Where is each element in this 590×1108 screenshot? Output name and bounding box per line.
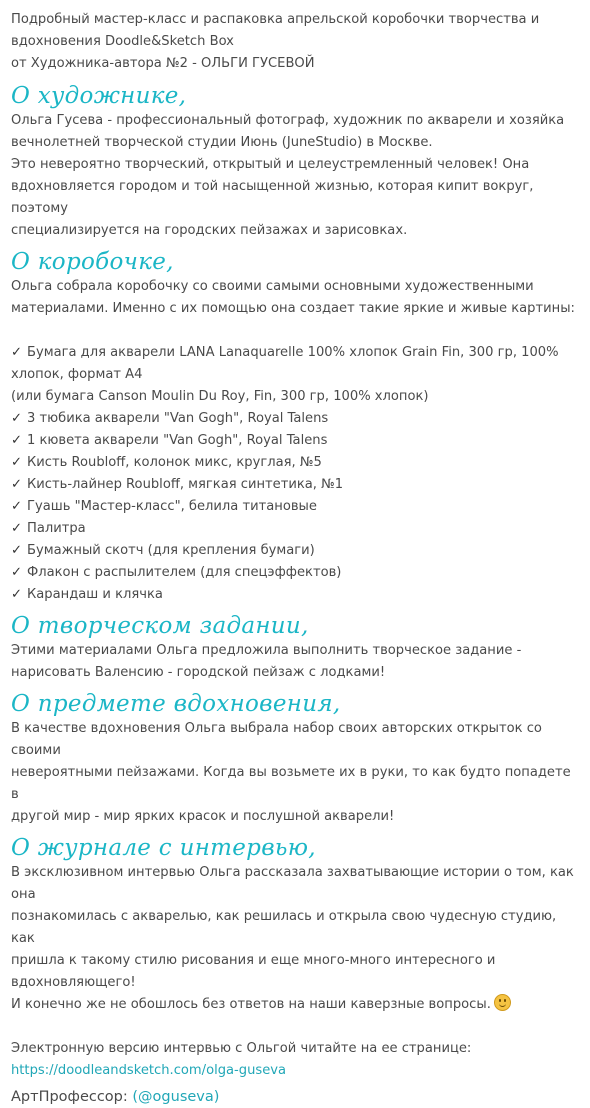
- check-icon: ✓: [11, 521, 22, 536]
- inspiration-line: другой мир - мир ярких красок и послушной акварели!: [11, 809, 395, 824]
- journal-last-text: И конечно же не обошлось без ответов на наши каверзные вопросы.: [11, 997, 491, 1012]
- journal-line: пришла к такому стилю рисования и еще много-много интересного и: [11, 953, 496, 968]
- list-item-text: Бумага для акварели LANA Lanaquarelle 100% хлопок Grain Fin, 300 гр, 100%: [26, 345, 559, 360]
- list-item-text: Кисть Roubloff, колонок микс, круглая, №5: [26, 455, 322, 470]
- check-icon: ✓: [11, 499, 22, 514]
- list-item-text: Гуашь "Мастер-класс", белила титановые: [26, 499, 317, 514]
- list-item: [11, 430, 581, 452]
- list-item-text: 3 тюбика акварели "Van Gogh", Royal Talens: [26, 411, 329, 426]
- inspiration-line: В качестве вдохновения Ольга выбрала набор своих авторских открыток со своими: [11, 721, 542, 758]
- intro-line: Подробный мастер-класс и распаковка апрельской коробочки творчества и: [11, 12, 540, 27]
- list-item-cont: (или бумага Canson Moulin Du Roy, Fin, 300 гр, 100% хлопок): [11, 389, 429, 404]
- inspiration-section: [11, 690, 581, 828]
- list-item-text: Флакон с распылителем (для спецэффектов): [26, 565, 342, 580]
- list-item: [11, 584, 581, 606]
- list-item-text: Карандаш и клячка: [26, 587, 163, 602]
- spacer: [11, 320, 581, 342]
- check-icon: ✓: [11, 565, 22, 580]
- list-item: [11, 408, 581, 430]
- list-item-text: Бумажный скотч (для крепления бумаги): [26, 543, 315, 558]
- check-icon: ✓: [11, 433, 22, 448]
- journal-line: познакомилась с акварелью, как решилась и открыла свою чудесную студию, как: [11, 909, 557, 946]
- task-heading: О творческом задании,: [11, 613, 309, 639]
- check-icon: ✓: [11, 411, 22, 426]
- journal-line: вдохновляющего!: [11, 975, 136, 990]
- check-icon: ✓: [11, 543, 22, 558]
- list-item: [11, 496, 581, 518]
- task-line: нарисовать Валенсию - городской пейзаж с лодками!: [11, 665, 386, 680]
- list-item: [11, 562, 581, 584]
- journal-line: [11, 994, 581, 1016]
- journal-line: В эксклюзивном интервью Ольга рассказала захватывающие истории о том, как она: [11, 865, 574, 902]
- journal-section: [11, 834, 581, 1108]
- check-icon: ✓: [11, 477, 22, 492]
- box-line: материалами. Именно с их помощью она создает такие яркие и живые картины:: [11, 301, 575, 316]
- inspiration-heading: О предмете вдохновения,: [11, 691, 341, 717]
- list-item: [11, 518, 581, 540]
- online-version-text: Электронную версию интервью с Ольгой читайте на ее странице:: [11, 1041, 472, 1056]
- artist-line: вдохновляется городом и той насыщенной жизнью, которая кипит вокруг, поэтому: [11, 179, 534, 216]
- artist-line: специализируется на городских пейзажах и зарисовках.: [11, 223, 408, 238]
- box-line: Ольга собрала коробочку со своими самыми основными художественными: [11, 279, 534, 294]
- spacer: [11, 1016, 581, 1038]
- art-professor-label: АртПрофессор:: [11, 1089, 133, 1105]
- list-item: [11, 474, 581, 496]
- link-line: [11, 1060, 581, 1082]
- smile-emoji-icon: [494, 994, 511, 1011]
- artist-line: вечнолетней творческой студии Июнь (JuneStudio) в Москве.: [11, 135, 433, 150]
- art-professor-handle-link[interactable]: (@oguseva): [132, 1089, 220, 1105]
- intro-block: [11, 9, 581, 75]
- art-professor-line: [11, 1086, 581, 1108]
- list-item-text: 1 кювета акварели "Van Gogh", Royal Talens: [26, 433, 328, 448]
- intro-line: от Художника-автора №2 - ОЛЬГИ ГУСЕВОЙ: [11, 56, 315, 71]
- check-icon: ✓: [11, 455, 22, 470]
- artist-section: [11, 82, 581, 242]
- list-item-text: Палитра: [26, 521, 86, 536]
- list-item-text: Кисть-лайнер Roubloff, мягкая синтетика, №1: [26, 477, 344, 492]
- task-section: [11, 612, 581, 684]
- list-item-cont: хлопок, формат А4: [11, 367, 143, 382]
- list-item: [11, 342, 581, 364]
- interview-link[interactable]: https://doodleandsketch.com/olga-guseva: [11, 1063, 287, 1078]
- journal-heading: О журнале с интервью,: [11, 835, 316, 861]
- list-item: [11, 540, 581, 562]
- task-line: Этими материалами Ольга предложила выполнить творческое задание -: [11, 643, 522, 658]
- artist-line: Это невероятно творческий, открытый и целеустремленный человек! Она: [11, 157, 530, 172]
- list-item: [11, 452, 581, 474]
- box-section: [11, 248, 581, 606]
- check-icon: ✓: [11, 345, 22, 360]
- intro-line: вдохновения Doodle&Sketch Box: [11, 34, 234, 49]
- box-heading: О коробочке,: [11, 249, 174, 275]
- check-icon: ✓: [11, 587, 22, 602]
- artist-heading: О художнике,: [11, 83, 187, 109]
- artist-line: Ольга Гусева - профессиональный фотограф, художник по акварели и хозяйка: [11, 113, 565, 128]
- inspiration-line: невероятными пейзажами. Когда вы возьмете их в руки, то как будто попадете в: [11, 765, 571, 802]
